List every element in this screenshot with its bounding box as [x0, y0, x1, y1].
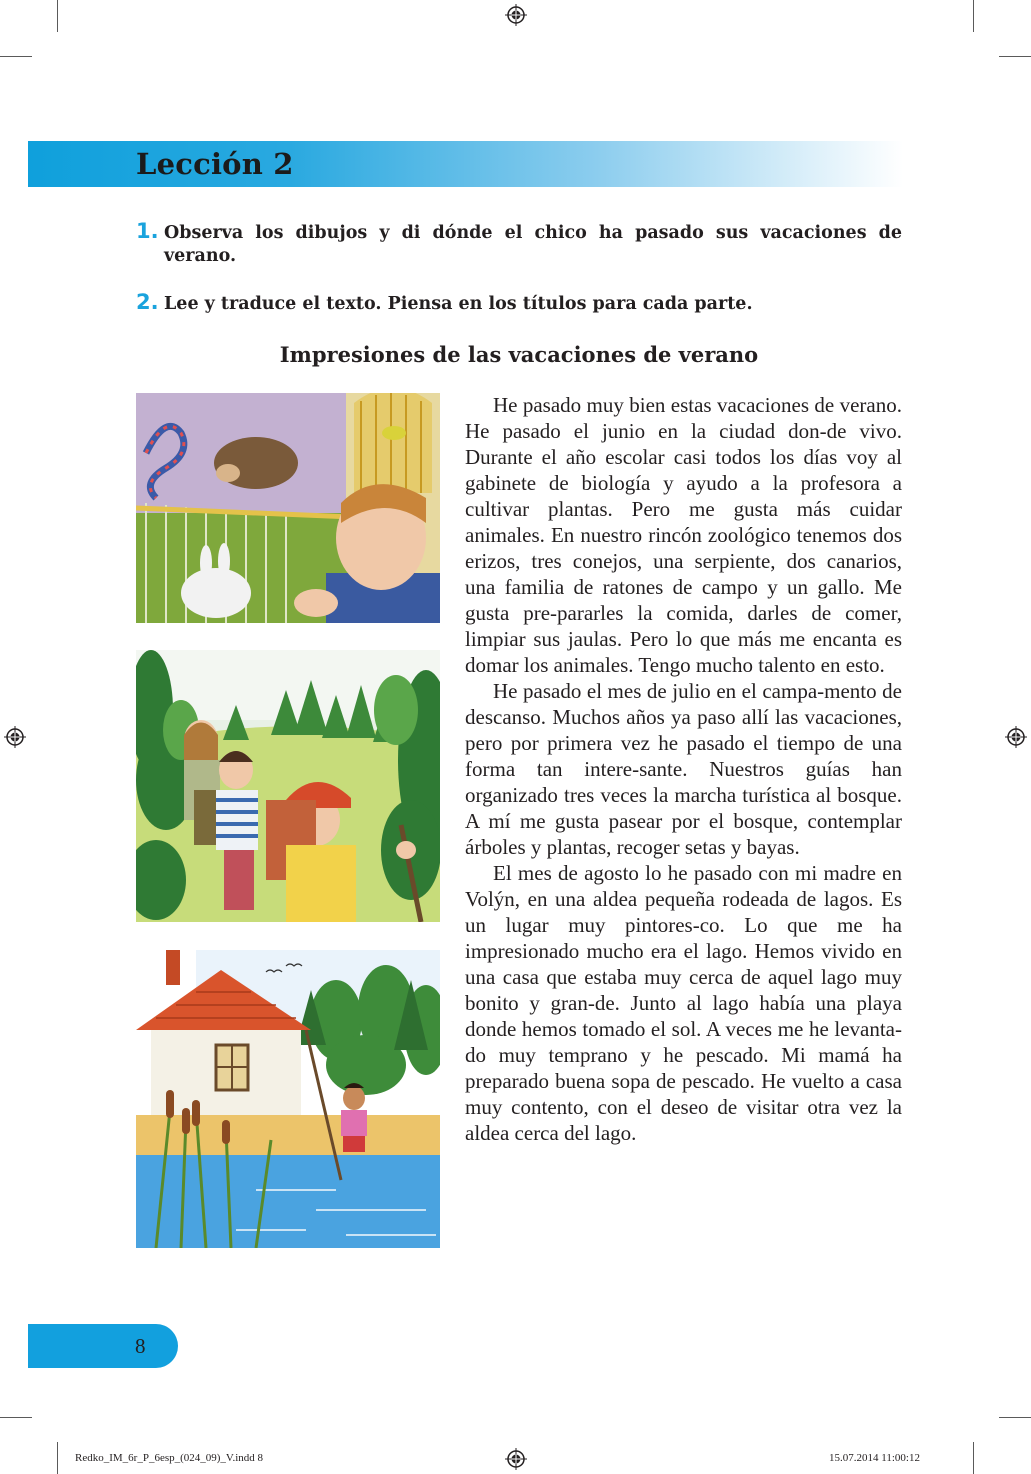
crop-mark-top-left-horizontal — [0, 56, 32, 57]
lesson-title: Lección 2 — [136, 147, 294, 181]
reading-body — [465, 392, 902, 1146]
crop-mark-bottom-left-vertical — [57, 1442, 58, 1474]
registration-mark-icon — [1005, 726, 1027, 748]
registration-mark-icon — [505, 4, 527, 26]
crop-mark-bottom-right-vertical — [973, 1442, 974, 1474]
task-number: 2. — [136, 290, 159, 314]
task-number: 1. — [136, 219, 159, 243]
reading-paragraph-july: He pasado el mes de julio en el campa-mento de descanso. Muchos años ya paso allí las vacaciones, pero por primera vez he pasado el tiempo de una forma tan intere-sante. Nuestros guías han organizado tres veces la marcha turística al bosque. A mí me gusta pasear por el bosque, contemplar árboles y plantas, recoger setas y bayas. — [465, 679, 902, 859]
registration-mark-icon — [505, 1448, 527, 1470]
task-text: Lee y traduce el texto. Piensa en los títulos para cada parte. — [164, 294, 753, 314]
reading-paragraph-august: El mes de agosto lo he pasado con mi madre en Volýn, en una aldea pequeña rodeada de lagos. Es un lugar muy pintores-co. Lo que me ha impresionado mucho era el lago. Hemos vivido en una casa que estaba muy cerca de aquel lago muy bonito y gran-de. Junto al lago había una playa donde hemos tomado el sol. A veces me he levanta-do muy temprano y he pescado. Mi mamá ha preparado buena sopa de pescado. He vuelto a casa muy contento, con el deseo de visitar otra vez la aldea cerca del lago. — [465, 861, 902, 1145]
page-number: 8 — [135, 1334, 146, 1358]
illustration-zoo-corner — [136, 393, 440, 623]
task-text: Observa los dibujos y di dónde el chico ha pasado sus vacaciones de verano. — [164, 223, 902, 266]
page-number-tab — [28, 1324, 178, 1368]
crop-mark-top-right-horizontal — [999, 56, 1031, 57]
print-slug-timestamp: 15.07.2014 11:00:12 — [829, 1452, 920, 1464]
illustration-forest-hike — [136, 650, 440, 922]
reading-title: Impresiones de las vacaciones de verano — [279, 342, 759, 367]
task-2 — [136, 290, 902, 316]
registration-mark-icon — [4, 726, 26, 748]
reading-paragraph-june: He pasado muy bien estas vacaciones de verano. He pasado el junio en la ciudad don-de vivo. Durante el año escolar casi todos los días voy al gabinete de biología y ayudo a la profesora a cultivar plantas. Pero me gusta más cuidar animales. En nuestro rincón zoológico tenemos dos erizos, tres conejos, una serpiente, dos canarios, una familia de ratones de campo y un gallo. Me gusta pre-pararles la comida, darles de comer, limpiar sus jaulas. Pero lo que más me encanta es domar los animales. Tengo mucho talento en esto. — [465, 393, 902, 677]
crop-mark-bottom-right-horizontal — [999, 1417, 1031, 1418]
task-1 — [136, 219, 902, 268]
illustration-lake-village — [136, 950, 440, 1248]
crop-mark-top-right-vertical — [973, 0, 974, 32]
crop-mark-top-left-vertical — [57, 0, 58, 32]
crop-mark-bottom-left-horizontal — [0, 1417, 32, 1418]
print-slug-filename: Redko_IM_6r_P_6esp_(024_09)_V.indd 8 — [75, 1452, 264, 1464]
